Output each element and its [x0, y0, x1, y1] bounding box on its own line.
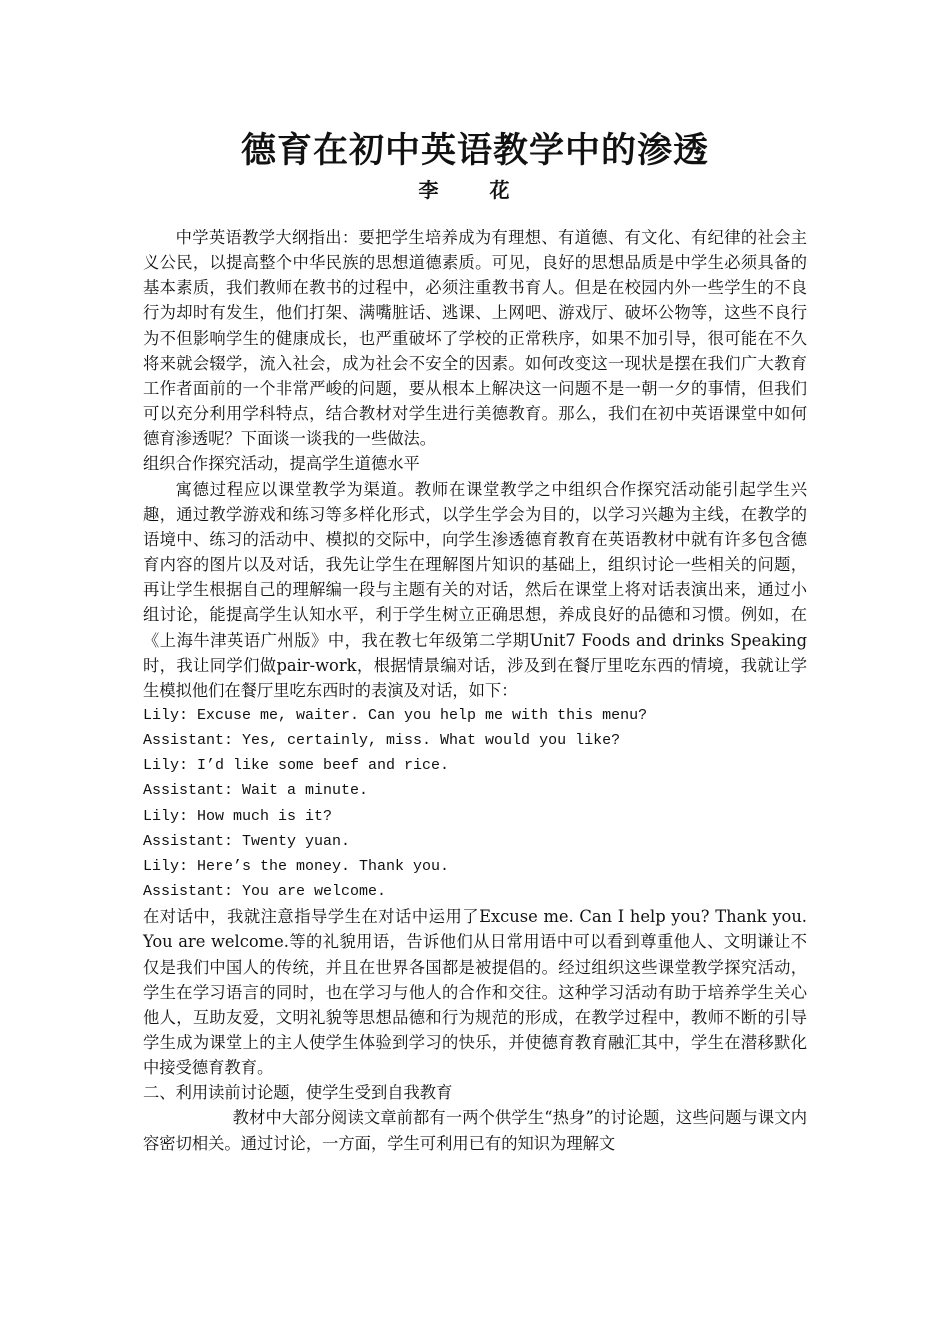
- dialogue-line: Assistant: Wait a minute.: [143, 782, 369, 800]
- dialogue-line: Assistant: Twenty yuan.: [143, 832, 351, 850]
- dialogue-line: Assistant: You are welcome.: [143, 883, 387, 901]
- dialogue-line: Lily: How much is it?: [143, 807, 333, 825]
- dialogue-line: Lily: Excuse me, waiter. Can you help me with this menu?: [143, 706, 648, 724]
- section2-paragraph: 教材中大部分阅读文章前都有一两个供学生“热身”的讨论题，这些问题与课文内容密切相关。通过讨论，一方面，学生可利用已有的知识为理解文: [143, 1108, 807, 1153]
- document-title: 德育在初中英语教学中的渗透: [240, 130, 709, 171]
- after-dialogue-paragraph: 在对话中，我就注意指导学生在对话中运用了Excuse me. Can I help you? Thank you. You are welcome.等的礼貌用语，告诉他们从日常用语中可以看到尊重他人、文明谦让不仅是我们中国人的传统，并且在世界各国都是被提倡的。经过组织这些课堂教学探究活动，学生在学习语言的同时，也在学习与他人的合作和交往。这种学习活动有助于培养学生关心他人，互助友爱，文明礼貌等思想品德和行为规范的形成，在教学过程中，教师不断的引导学生成为课堂上的主人使学生体验到学习的快乐，并使德育教育融汇其中，学生在潜移默化中接受德育教育。: [143, 907, 807, 1078]
- dialogue-line: Lily: Here’s the money. Thank you.: [143, 857, 450, 875]
- section-heading-1: 组织合作探究活动，提高学生道德水平: [143, 454, 420, 474]
- dialogue-block: [143, 703, 807, 904]
- section1-paragraph: 寓德过程应以课堂教学为渠道。教师在课堂教学之中组织合作探究活动能引起学生兴趣，通过教学游戏和练习等多样化形式，以学生学会为目的，以学习兴趣为主线，在教学的语境中、练习的活动中、模拟的交际中，向学生渗透德育教育在英语教材中就有许多包含德育内容的图片以及对话，我先让学生在理解图片知识的基础上，组织讨论一些相关的问题，再让学生根据自己的理解编一段与主题有关的对话，然后在课堂上将对话表演出来，通过小组讨论，能提高学生认知水平，利于学生树立正确思想，养成良好的品德和习惯。例如，在《上海牛津英语广州版》中，我在教七年级第二学期Unit7 Foods and drinks Speaking时，我让同学们做pair-work，根据情景编对话，涉及到在餐厅里吃东西的情境，我就让学生模拟他们在餐厅里吃东西时的表演及对话，如下：: [143, 479, 807, 700]
- author-name: 李 花: [418, 178, 532, 202]
- section-heading-2: 二、利用读前讨论题，使学生受到自我教育: [143, 1083, 453, 1103]
- dialogue-line: Assistant: Yes, certainly, miss. What would you like?: [143, 732, 621, 750]
- dialogue-line: Lily: I’d like some beef and rice.: [143, 757, 450, 775]
- document-body: [143, 225, 807, 1156]
- intro-paragraph: 中学英语教学大纲指出：要把学生培养成为有理想、有道德、有文化、有纪律的社会主义公民，以提高整个中华民族的思想道德素质。可见，良好的思想品质是中学生必须具备的基本素质，我们教师在教书的过程中，必须注重教书育人。但是在校园内外一些学生的不良行为却时有发生，他们打架、满嘴脏话、逃课、上网吧、游戏厅、破坏公物等，这些不良行为不但影响学生的健康成长，也严重破坏了学校的正常秩序，如果不加引导，很可能在不久将来就会辍学，流入社会，成为社会不安全的因素。如何改变这一现状是摆在我们广大教育工作者面前的一个非常严峻的问题，要从根本上解决这一问题不是一朝一夕的事情，但我们可以充分利用学科特点，结合教材对学生进行美德教育。那么，我们在初中英语课堂中如何德育渗透呢？下面谈一谈我的一些做法。: [143, 228, 807, 449]
